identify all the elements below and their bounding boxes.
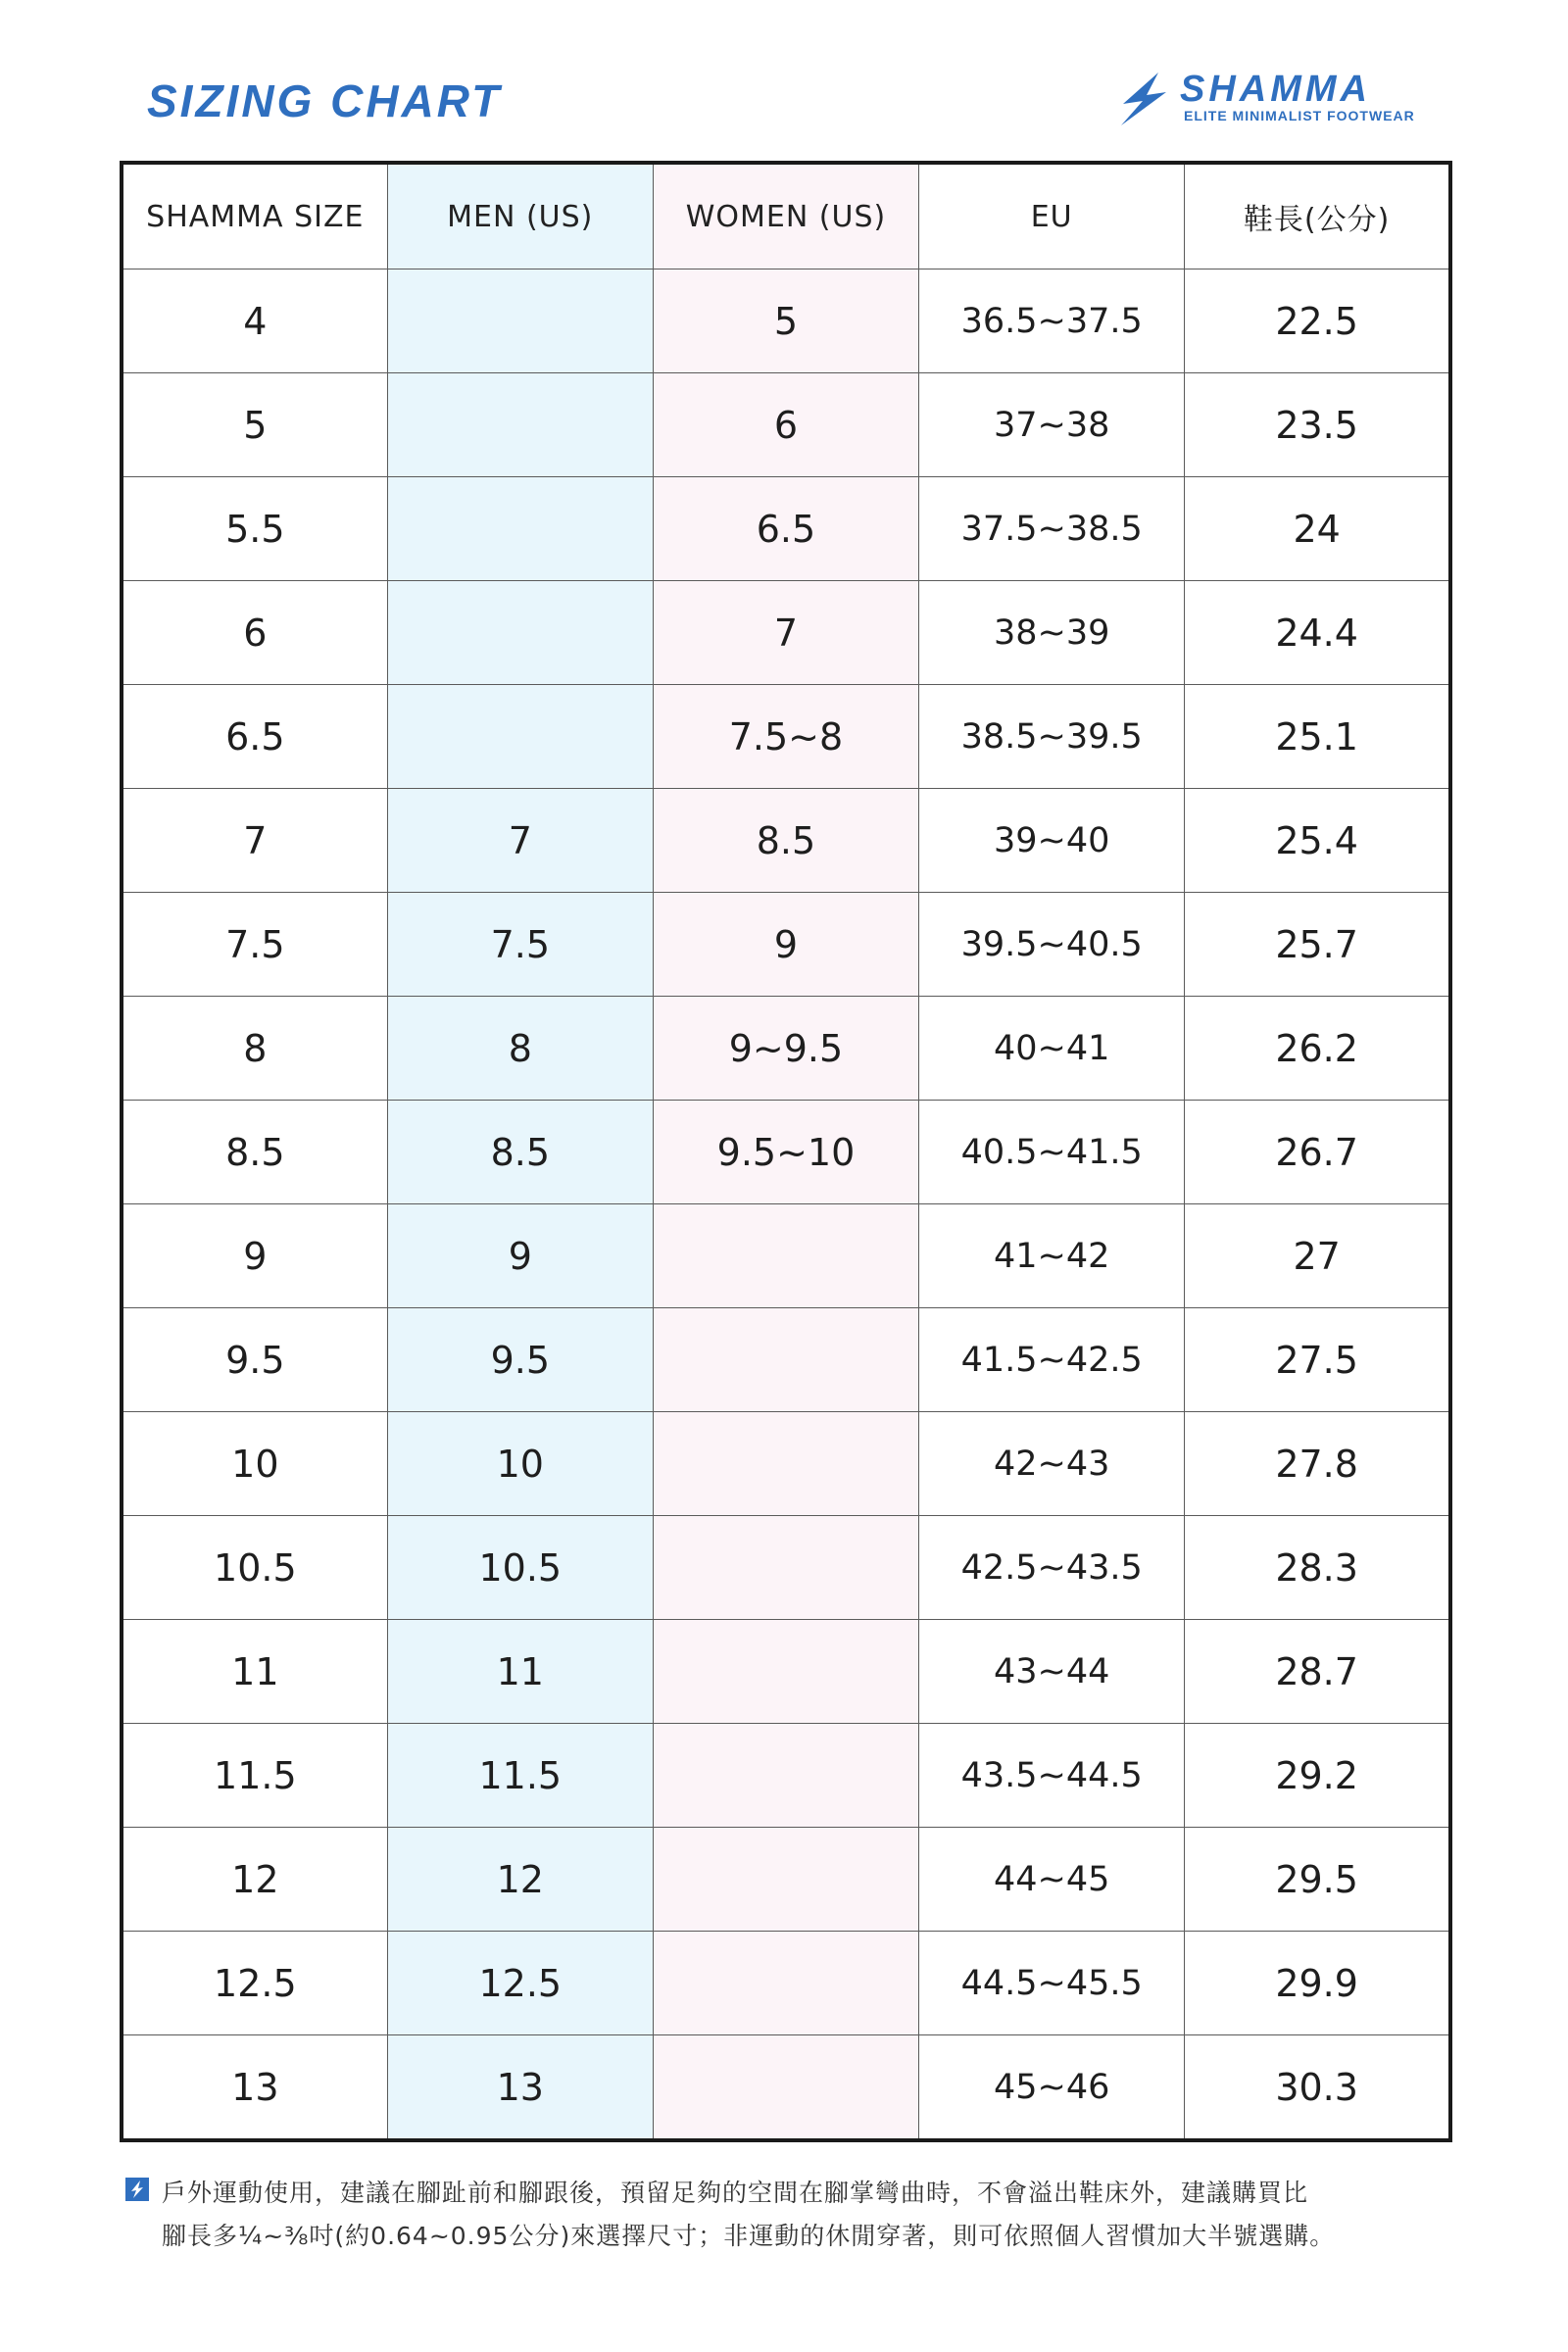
cell-foot-length: 24	[1185, 477, 1450, 581]
table-row	[122, 1516, 1450, 1620]
brand-tagline: ELITE MINIMALIST FOOTWEAR	[1184, 108, 1415, 123]
table-row	[122, 1204, 1450, 1308]
cell-men-us: 13	[387, 2035, 653, 2141]
header-men-us: MEN (US)	[387, 163, 653, 270]
cell-women-us	[653, 1932, 918, 2035]
cell-foot-length: 25.4	[1185, 789, 1450, 893]
cell-shamma-size: 12	[122, 1828, 387, 1932]
cell-women-us: 7.5~8	[653, 685, 918, 789]
table-row	[122, 2035, 1450, 2141]
cell-eu: 43.5~44.5	[919, 1724, 1185, 1828]
table-row	[122, 893, 1450, 997]
cell-women-us	[653, 1620, 918, 1724]
cell-women-us: 9	[653, 893, 918, 997]
page-title: SIZING CHART	[147, 75, 503, 126]
table-row	[122, 1412, 1450, 1516]
note-text-line-1: 戶外運動使用，建議在腳趾前和腳跟後，預留足夠的空間在腳掌彎曲時，不會溢出鞋床外，建議購買比	[162, 2179, 1309, 2207]
cell-women-us: 9.5~10	[653, 1101, 918, 1204]
cell-women-us	[653, 1724, 918, 1828]
cell-men-us	[387, 373, 653, 477]
cell-eu: 39.5~40.5	[919, 893, 1185, 997]
cell-eu: 42.5~43.5	[919, 1516, 1185, 1620]
cell-foot-length: 22.5	[1185, 270, 1450, 373]
cell-eu: 36.5~37.5	[919, 270, 1185, 373]
cell-men-us	[387, 477, 653, 581]
cell-shamma-size: 6.5	[122, 685, 387, 789]
table-row	[122, 1724, 1450, 1828]
header-shamma-size: SHAMMA SIZE	[122, 163, 387, 270]
cell-foot-length: 27.5	[1185, 1308, 1450, 1412]
note-text-line-2: 腳長多¼~⅜吋(約0.64~0.95公分)來選擇尺寸；非運動的休閒穿著，則可依照個人習慣加大半號選購。	[162, 2222, 1336, 2250]
cell-eu: 37~38	[919, 373, 1185, 477]
cell-foot-length: 26.2	[1185, 997, 1450, 1101]
cell-men-us: 7	[387, 789, 653, 893]
cell-shamma-size: 12.5	[122, 1932, 387, 2035]
cell-men-us: 12	[387, 1828, 653, 1932]
table-row	[122, 1932, 1450, 2035]
cell-foot-length: 24.4	[1185, 581, 1450, 685]
cell-shamma-size: 11.5	[122, 1724, 387, 1828]
cell-men-us: 12.5	[387, 1932, 653, 2035]
cell-men-us	[387, 581, 653, 685]
cell-shamma-size: 10.5	[122, 1516, 387, 1620]
cell-eu: 43~44	[919, 1620, 1185, 1724]
cell-eu: 42~43	[919, 1412, 1185, 1516]
cell-foot-length: 27.8	[1185, 1412, 1450, 1516]
cell-eu: 38.5~39.5	[919, 685, 1185, 789]
table-row	[122, 685, 1450, 789]
cell-foot-length: 23.5	[1185, 373, 1450, 477]
cell-women-us	[653, 1308, 918, 1412]
cell-shamma-size: 7.5	[122, 893, 387, 997]
cell-foot-length: 25.1	[1185, 685, 1450, 789]
cell-eu: 44~45	[919, 1828, 1185, 1932]
cell-eu: 40.5~41.5	[919, 1101, 1185, 1204]
cell-eu: 41.5~42.5	[919, 1308, 1185, 1412]
cell-shamma-size: 10	[122, 1412, 387, 1516]
cell-shamma-size: 11	[122, 1620, 387, 1724]
cell-eu: 44.5~45.5	[919, 1932, 1185, 2035]
table-row	[122, 1620, 1450, 1724]
brand-name: SHAMMA	[1180, 69, 1371, 110]
cell-women-us	[653, 1204, 918, 1308]
table-row	[122, 997, 1450, 1101]
cell-men-us	[387, 270, 653, 373]
cell-foot-length: 27	[1185, 1204, 1450, 1308]
cell-shamma-size: 4	[122, 270, 387, 373]
cell-shamma-size: 8	[122, 997, 387, 1101]
cell-shamma-size: 13	[122, 2035, 387, 2141]
table-header-row	[122, 163, 1450, 270]
cell-women-us: 6.5	[653, 477, 918, 581]
header-eu: EU	[919, 163, 1185, 270]
cell-women-us	[653, 1828, 918, 1932]
cell-men-us: 8	[387, 997, 653, 1101]
cell-men-us	[387, 685, 653, 789]
cell-women-us	[653, 2035, 918, 2141]
cell-eu: 41~42	[919, 1204, 1185, 1308]
cell-eu: 38~39	[919, 581, 1185, 685]
cell-foot-length: 29.2	[1185, 1724, 1450, 1828]
lightning-logo-icon	[1115, 71, 1174, 127]
cell-eu: 45~46	[919, 2035, 1185, 2141]
header-women-us: WOMEN (US)	[653, 163, 918, 270]
cell-men-us: 11.5	[387, 1724, 653, 1828]
cell-shamma-size: 9	[122, 1204, 387, 1308]
cell-foot-length: 26.7	[1185, 1101, 1450, 1204]
table-row	[122, 1308, 1450, 1412]
cell-shamma-size: 7	[122, 789, 387, 893]
cell-women-us: 5	[653, 270, 918, 373]
cell-men-us: 7.5	[387, 893, 653, 997]
cell-shamma-size: 9.5	[122, 1308, 387, 1412]
cell-men-us: 10	[387, 1412, 653, 1516]
cell-women-us	[653, 1516, 918, 1620]
cell-foot-length: 29.5	[1185, 1828, 1450, 1932]
cell-foot-length: 30.3	[1185, 2035, 1450, 2141]
cell-men-us: 10.5	[387, 1516, 653, 1620]
cell-foot-length: 28.7	[1185, 1620, 1450, 1724]
cell-shamma-size: 5.5	[122, 477, 387, 581]
cell-men-us: 11	[387, 1620, 653, 1724]
brand-logo	[1115, 69, 1429, 127]
sizing-table	[120, 161, 1452, 2142]
cell-men-us: 9	[387, 1204, 653, 1308]
cell-foot-length: 28.3	[1185, 1516, 1450, 1620]
cell-shamma-size: 8.5	[122, 1101, 387, 1204]
table-row	[122, 373, 1450, 477]
table-row	[122, 581, 1450, 685]
cell-eu: 40~41	[919, 997, 1185, 1101]
table-body	[122, 270, 1450, 2141]
cell-women-us: 7	[653, 581, 918, 685]
cell-shamma-size: 6	[122, 581, 387, 685]
table-row	[122, 1828, 1450, 1932]
cell-foot-length: 29.9	[1185, 1932, 1450, 2035]
header-foot-length: 鞋長(公分)	[1185, 163, 1450, 270]
cell-women-us	[653, 1412, 918, 1516]
cell-foot-length: 25.7	[1185, 893, 1450, 997]
cell-eu: 39~40	[919, 789, 1185, 893]
table-row	[122, 477, 1450, 581]
table-row	[122, 270, 1450, 373]
table-row	[122, 789, 1450, 893]
cell-shamma-size: 5	[122, 373, 387, 477]
cell-women-us: 9~9.5	[653, 997, 918, 1101]
cell-men-us: 9.5	[387, 1308, 653, 1412]
cell-women-us: 6	[653, 373, 918, 477]
table-row	[122, 1101, 1450, 1204]
cell-men-us: 8.5	[387, 1101, 653, 1204]
cell-women-us: 8.5	[653, 789, 918, 893]
cell-eu: 37.5~38.5	[919, 477, 1185, 581]
lightning-icon	[125, 2178, 149, 2201]
